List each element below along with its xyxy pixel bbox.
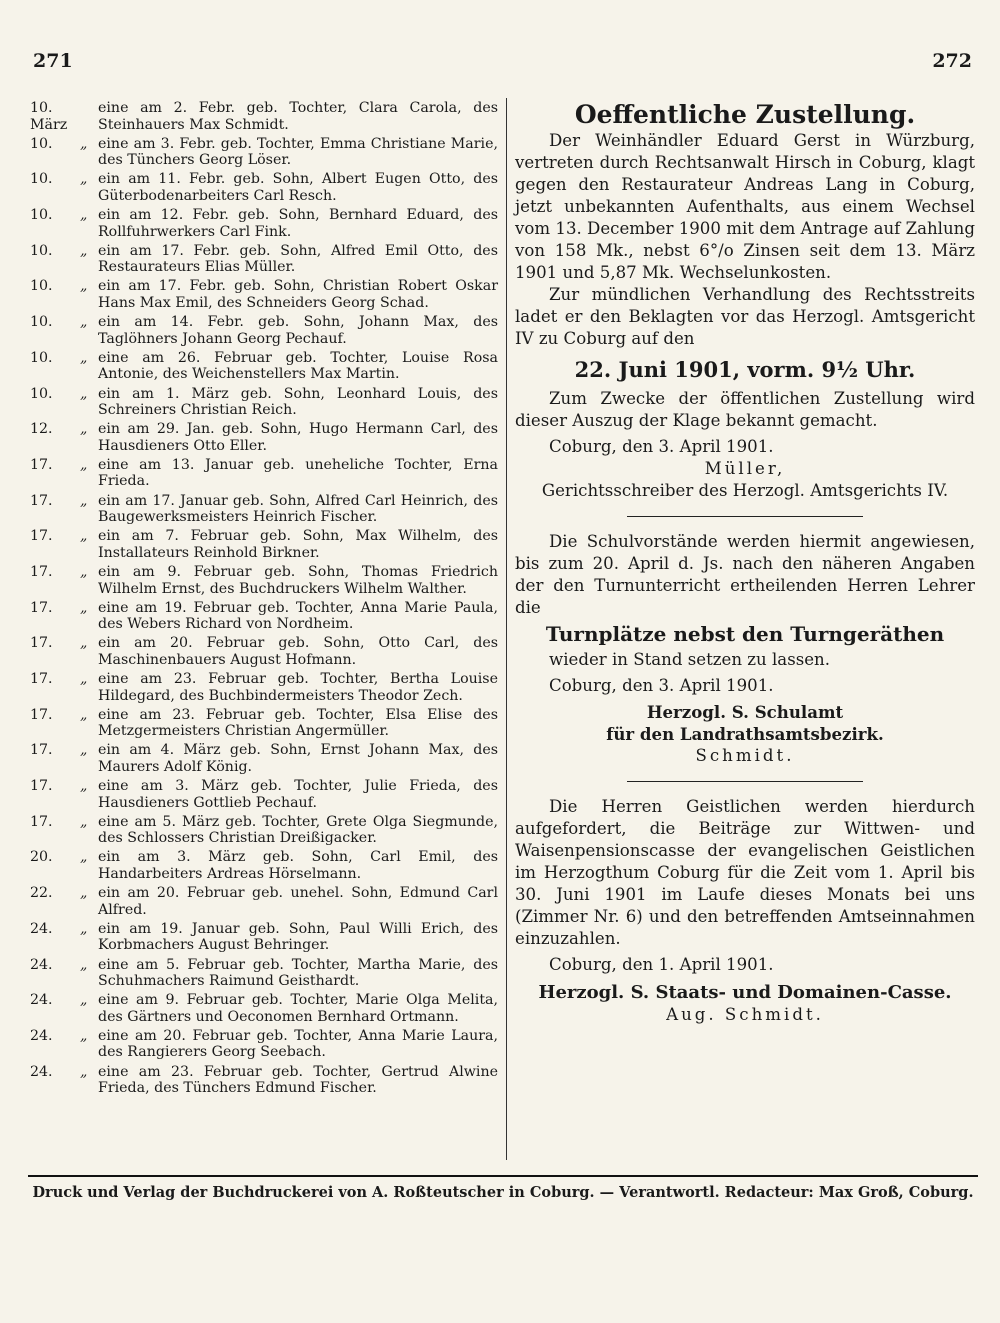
- birth-entry: [30, 421, 498, 454]
- notice-body-3: Zum Zwecke der öffentlichen Zustellung wird dieser Auszug der Klage bekannt gemacht.: [515, 389, 975, 430]
- column-divider: [506, 98, 507, 1160]
- entry-text: ein am 1. März geb. Sohn, Leonhard Louis, des Schreiners Christian Reich.: [98, 385, 498, 419]
- entry-text: ein am 20. Februar geb. unehel. Sohn, Edmund Carl Alfred.: [98, 885, 498, 918]
- birth-entry: [30, 671, 498, 704]
- entry-date: 24.: [30, 1027, 53, 1044]
- birth-entry: [30, 707, 498, 740]
- birth-entry: [30, 493, 498, 526]
- birth-entry: [30, 100, 498, 133]
- entry-text: ein am 20. Februar geb. Sohn, Otto Carl, des Maschinenbauers August Hofmann.: [98, 635, 498, 668]
- birth-entry: [30, 992, 498, 1025]
- entry-text: eine am 23. Februar geb. Tochter, Bertha Louise Hildegard, des Buchbindermeisters Theodor Zech.: [98, 671, 498, 704]
- separator-rule: [627, 516, 863, 517]
- birth-entry: [30, 600, 498, 633]
- notice-3-body: Die Herren Geistlichen werden hierdurch aufgefordert, die Beiträge zur Wittwen- und Waisenpensionscasse der evangelischen Geistlichen im Herzogthum Coburg für die Zeit vom 1. April bis 30. Juni 1901 im Laufe dieses Monats bei uns (Zimmer Nr. 6) und den betreffenden Amtseinnahmen einzuzahlen.: [515, 797, 975, 948]
- entry-text: ein am 17. Febr. geb. Sohn, Christian Robert Oskar Hans Max Emil, des Schneiders Georg Schad.: [98, 278, 498, 312]
- imprint-footer: Druck und Verlag der Buchdruckerei von A. Roßteutscher in Coburg. — Verantwortl. Redacteur: Max Groß, Coburg.: [32, 1184, 974, 1201]
- birth-entry: [30, 1064, 498, 1097]
- birth-register-column: [30, 100, 498, 1099]
- entry-date: 17.: [30, 492, 53, 509]
- ditto-mark: „: [80, 671, 88, 687]
- entry-text: ein am 4. März geb. Sohn, Ernst Johann Max, des Maurers Adolf König.: [98, 742, 498, 775]
- ditto-mark: „: [80, 599, 88, 616]
- notice-body: Der Weinhändler Eduard Gerst in Würzburg, vertreten durch Rechtsanwalt Hirsch in Coburg, klagt gegen den Restaurateur Andreas Lang in Coburg, jetzt unbekannten Aufenthalts, aus einem Wechsel vom 13. December 1900 mit dem Antrage auf Zahlung von 158 Mk., nebst 6°/o Zinsen seit dem 13. März 1901 und 5,87 Mk. Wechselunkosten.: [515, 131, 975, 282]
- entry-date: 24.: [30, 1063, 53, 1080]
- birth-entry: [30, 386, 498, 419]
- entry-text: ein am 12. Febr. geb. Sohn, Bernhard Eduard, des Rollfuhrwerkers Carl Fink.: [98, 207, 498, 240]
- separator-rule-2: [627, 781, 863, 782]
- ditto-mark: „: [80, 1027, 88, 1044]
- entry-text: eine am 5. Februar geb. Tochter, Martha Marie, des Schuhmachers Raimund Geisthardt.: [98, 956, 498, 990]
- entry-text: eine am 13. Januar geb. uneheliche Tochter, Erna Frieda.: [98, 456, 498, 490]
- birth-entry: [30, 350, 498, 383]
- entry-text: eine am 26. Februar geb. Tochter, Louise Rosa Antonie, des Weichenstellers Max Martin.: [98, 349, 498, 383]
- birth-entry: [30, 528, 498, 561]
- notices-column: [515, 100, 975, 1026]
- entry-date: 17.: [30, 528, 53, 545]
- entry-date: 10.: [30, 314, 53, 331]
- entry-text: ein am 14. Febr. geb. Sohn, Johann Max, des Taglöhners Johann Georg Pechauf.: [98, 314, 498, 347]
- entry-date: 20.: [30, 849, 53, 866]
- ditto-mark: „: [80, 207, 88, 224]
- birth-entry: [30, 1028, 498, 1061]
- notice-3-signer: Aug. Schmidt.: [666, 1005, 824, 1024]
- birth-entry: [30, 742, 498, 775]
- entry-date: 17.: [30, 706, 53, 723]
- birth-entry: [30, 778, 498, 811]
- birth-entry: [30, 849, 498, 882]
- entry-text: ein am 17. Febr. geb. Sohn, Alfred Emil Otto, des Restaurateurs Elias Müller.: [98, 242, 498, 276]
- signer-name: Müller,: [704, 459, 786, 478]
- hearing-date: 22. Juni 1901, vorm. 9½ Uhr.: [574, 357, 916, 382]
- entry-date: 12.: [30, 421, 53, 438]
- entry-text: eine am 3. März geb. Tochter, Julie Frieda, des Hausdieners Gottlieb Pechauf.: [98, 778, 498, 811]
- ditto-mark: „: [80, 385, 88, 402]
- notice-2-authority-2: für den Landrathsamtsbezirk.: [606, 724, 884, 744]
- ditto-mark: „: [80, 314, 88, 331]
- ditto-mark: „: [80, 956, 88, 973]
- entry-date: 10.: [30, 171, 53, 188]
- birth-entry: [30, 957, 498, 990]
- page-number-right: 272: [932, 50, 972, 72]
- birth-entry: [30, 136, 498, 169]
- entry-date: 10.: [30, 349, 53, 366]
- ditto-mark: „: [80, 813, 88, 830]
- birth-entry: [30, 171, 498, 204]
- ditto-mark: „: [80, 421, 88, 438]
- ditto-mark: „: [80, 742, 88, 759]
- entry-text: eine am 20. Februar geb. Tochter, Anna Marie Laura, des Rangierers Georg Seebach.: [98, 1027, 498, 1061]
- entry-date: 10. März: [30, 100, 68, 133]
- birth-entry: [30, 457, 498, 490]
- ditto-mark: „: [80, 135, 88, 152]
- ditto-mark: „: [80, 1063, 88, 1080]
- birth-entry: [30, 921, 498, 954]
- entry-text: ein am 9. Februar geb. Sohn, Thomas Friedrich Wilhelm Ernst, des Buchdruckers Wilhelm Walther.: [98, 563, 498, 597]
- entry-text: ein am 7. Februar geb. Sohn, Max Wilhelm, des Installateurs Reinhold Birkner.: [98, 528, 498, 561]
- notice-body-2: Zur mündlichen Verhandlung des Rechtsstreits ladet er den Beklagten vor das Herzogl. Amtsgericht IV zu Coburg auf den: [515, 285, 975, 348]
- ditto-mark: „: [80, 563, 88, 580]
- entry-date: 17.: [30, 635, 53, 652]
- ditto-mark: „: [80, 920, 88, 937]
- entry-date: 17.: [30, 778, 53, 795]
- entry-text: eine am 5. März geb. Tochter, Grete Olga Siegmunde, des Schlossers Christian Dreißigacker.: [98, 813, 498, 847]
- entry-text: ein am 11. Febr. geb. Sohn, Albert Eugen Otto, des Güterbodenarbeiters Carl Resch.: [98, 171, 498, 204]
- ditto-mark: „: [80, 171, 88, 188]
- ditto-mark: „: [80, 456, 88, 473]
- place-date: Coburg, den 3. April 1901.: [549, 437, 774, 456]
- notice-2-authority: Herzogl. S. Schulamt: [646, 702, 844, 722]
- entry-text: eine am 19. Februar geb. Tochter, Anna Marie Paula, des Webers Richard von Nordheim.: [98, 599, 498, 633]
- entry-date: 10.: [30, 385, 53, 402]
- notice-heading: Oeffentliche Zustellung.: [574, 100, 916, 129]
- birth-entry: [30, 814, 498, 847]
- notice-2-place-date: Coburg, den 3. April 1901.: [549, 676, 774, 695]
- entry-text: eine am 23. Februar geb. Tochter, Gertrud Alwine Frieda, des Tünchers Edmund Fischer.: [98, 1063, 498, 1097]
- notice-2-headline: Turnplätze nebst den Turngeräthen: [545, 622, 945, 646]
- entry-date: 17.: [30, 599, 53, 616]
- ditto-mark: „: [80, 778, 88, 795]
- birth-entry: [30, 243, 498, 276]
- entry-date: 22.: [30, 885, 53, 902]
- entry-date: 17.: [30, 671, 53, 687]
- signer-title: Gerichtsschreiber des Herzogl. Amtsgerichts IV.: [541, 481, 949, 500]
- birth-entry: [30, 207, 498, 240]
- birth-entry: [30, 885, 498, 918]
- entry-text: eine am 23. Februar geb. Tochter, Elsa Elise des Metzgermeisters Christian Angermüller.: [98, 706, 498, 740]
- ditto-mark: „: [80, 635, 88, 652]
- entry-date: 17.: [30, 813, 53, 830]
- ditto-mark: „: [80, 492, 88, 509]
- entry-text: ein am 17. Januar geb. Sohn, Alfred Carl Heinrich, des Baugewerksmeisters Heinrich Fischer.: [98, 492, 498, 526]
- entry-text: eine am 3. Febr. geb. Tochter, Emma Christiane Marie, des Tünchers Georg Löser.: [98, 135, 498, 169]
- notice-3-place-date: Coburg, den 1. April 1901.: [549, 955, 774, 974]
- ditto-mark: „: [80, 528, 88, 545]
- birth-entry: [30, 314, 498, 347]
- ditto-mark: „: [80, 278, 88, 295]
- ditto-mark: „: [80, 992, 88, 1009]
- notice-2-body-2: wieder in Stand setzen zu lassen.: [549, 650, 831, 669]
- footer-rule: [28, 1175, 978, 1177]
- notice-3-authority: Herzogl. S. Staats- und Domainen-Casse.: [538, 982, 952, 1003]
- entry-date: 10.: [30, 242, 53, 259]
- notice-2-signer: Schmidt.: [695, 746, 795, 765]
- entry-date: 24.: [30, 992, 53, 1009]
- birth-entry: [30, 278, 498, 311]
- entry-text: ein am 29. Jan. geb. Sohn, Hugo Hermann Carl, des Hausdieners Otto Eller.: [98, 421, 498, 454]
- notice-2-body: Die Schulvorstände werden hiermit angewiesen, bis zum 20. April d. Js. nach den näheren Angaben der den Turnunterricht ertheilenden Herren Lehrer die: [515, 532, 975, 617]
- entry-date: 17.: [30, 563, 53, 580]
- birth-entry: [30, 635, 498, 668]
- entry-date: 17.: [30, 456, 53, 473]
- ditto-mark: „: [80, 242, 88, 259]
- entry-date: 10.: [30, 207, 53, 224]
- birth-entry: [30, 564, 498, 597]
- entry-date: 10.: [30, 278, 53, 295]
- entry-text: eine am 9. Februar geb. Tochter, Marie Olga Melita, des Gärtners und Oeconomen Bernhard Ortmann.: [98, 992, 498, 1025]
- entry-date: 24.: [30, 920, 53, 937]
- entry-text: eine am 2. Febr. geb. Tochter, Clara Carola, des Steinhauers Max Schmidt.: [98, 100, 498, 133]
- entry-text: ein am 19. Januar geb. Sohn, Paul Willi Erich, des Korbmachers August Behringer.: [98, 920, 498, 954]
- ditto-mark: „: [80, 849, 88, 866]
- page-number-left: 271: [33, 50, 73, 72]
- entry-date: 10.: [30, 135, 53, 152]
- ditto-mark: „: [80, 349, 88, 366]
- ditto-mark: „: [80, 885, 88, 902]
- entry-text: ein am 3. März geb. Sohn, Carl Emil, des Handarbeiters Ardreas Hörselmann.: [98, 849, 498, 883]
- ditto-mark: „: [80, 706, 88, 723]
- entry-date: 17.: [30, 742, 53, 759]
- entry-date: 24.: [30, 956, 53, 973]
